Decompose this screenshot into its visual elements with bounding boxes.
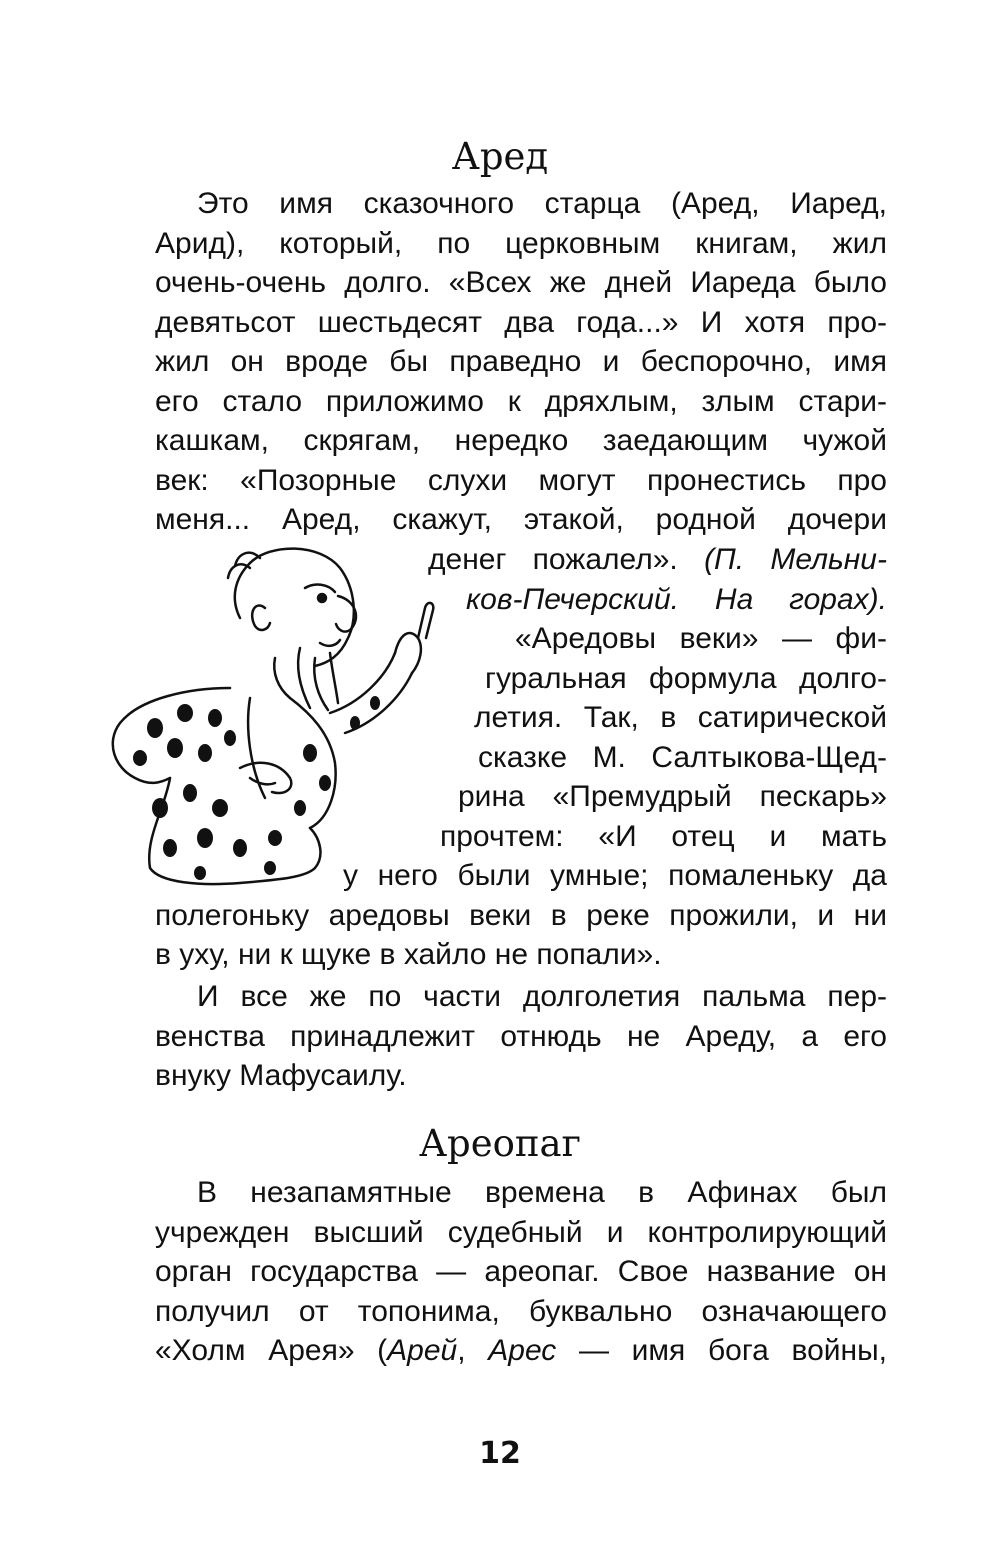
wrap-line-citation-2 (466, 580, 887, 620)
page-number: 12 (479, 1436, 521, 1471)
citation-text: денег пожалел». (428, 543, 678, 576)
paragraph-ared-intro (155, 184, 887, 540)
wrap-line: сказке М. Салтыкова-Щед- (478, 740, 887, 774)
wrap-line: у него были умные; помаленьку да (343, 859, 887, 892)
text-line: учрежден высший судебный и контролирующий (155, 1215, 887, 1249)
section-title-ared: Аред (451, 135, 549, 178)
text-line: полегоньку аредовы веки в реке прожили, и ни (155, 898, 887, 932)
text-italic: Арес (488, 1334, 557, 1367)
wrap-line: рина «Премудрый пескарь» (458, 780, 887, 813)
text-line: орган государства — ареопаг. Свое название он (155, 1255, 887, 1288)
paragraph-ared-quote-end (155, 896, 887, 975)
text-line: жил он вроде бы праведно и беспорочно, имя (155, 345, 887, 378)
text-line: Арид), который, по церковным книгам, жил (155, 226, 887, 260)
text-line-mixed (155, 1331, 887, 1371)
text-line: получил от топонима, буквально означающего (155, 1294, 887, 1328)
text-line: И все же по части долголетия пальма пер- (197, 980, 887, 1013)
section-title-areopag: Ареопаг (419, 1122, 581, 1165)
text-line: кашкам, скрягам, нередко заедающим чужой (155, 424, 887, 457)
text-line: его стало приложимо к дряхлым, злым стари- (155, 384, 887, 418)
text-line: Это имя сказочного старца (Аред, Иаред, (197, 187, 887, 220)
text-line: девятьсот шестьдесят два года...» И хотя про- (155, 305, 887, 339)
text-line: меня... Аред, скажут, этакой, родной дочери (155, 503, 887, 536)
text-line: внуку Мафусаилу. (155, 1059, 407, 1092)
citation-author: (П. Мельни- (704, 543, 887, 576)
text-italic: Арей (387, 1334, 458, 1367)
text-line: в уху, ни к щуке в хайло не попали». (155, 938, 662, 971)
wrap-line-citation-1 (428, 540, 887, 580)
wrap-line: гуральная формула долго- (485, 661, 887, 695)
wrap-line: «Аредовы веки» — фи- (515, 622, 887, 655)
text-span: — имя бога войны, (556, 1334, 887, 1367)
paragraph-areopag (155, 1173, 887, 1371)
text-span: , (457, 1334, 489, 1367)
wrap-line: прочтем: «И отец и мать (440, 819, 887, 853)
text-line: В незапамятные времена в Афинах был (197, 1176, 887, 1209)
old-man-illustration-icon (100, 538, 435, 888)
text-line: венства принадлежит отнюдь не Ареду, а его (155, 1019, 887, 1053)
citation-source: ков-Печерский. На горах). (466, 582, 887, 616)
text-line: очень-очень долго. «Всех же дней Иареда было (155, 266, 887, 299)
text-line: век: «Позорные слухи могут пронестись про (155, 463, 887, 497)
paragraph-ared-mafusail (155, 977, 887, 1096)
text-span: «Холм Арея» ( (155, 1334, 388, 1367)
wrap-line: летия. Так, в сатирической (474, 701, 887, 734)
